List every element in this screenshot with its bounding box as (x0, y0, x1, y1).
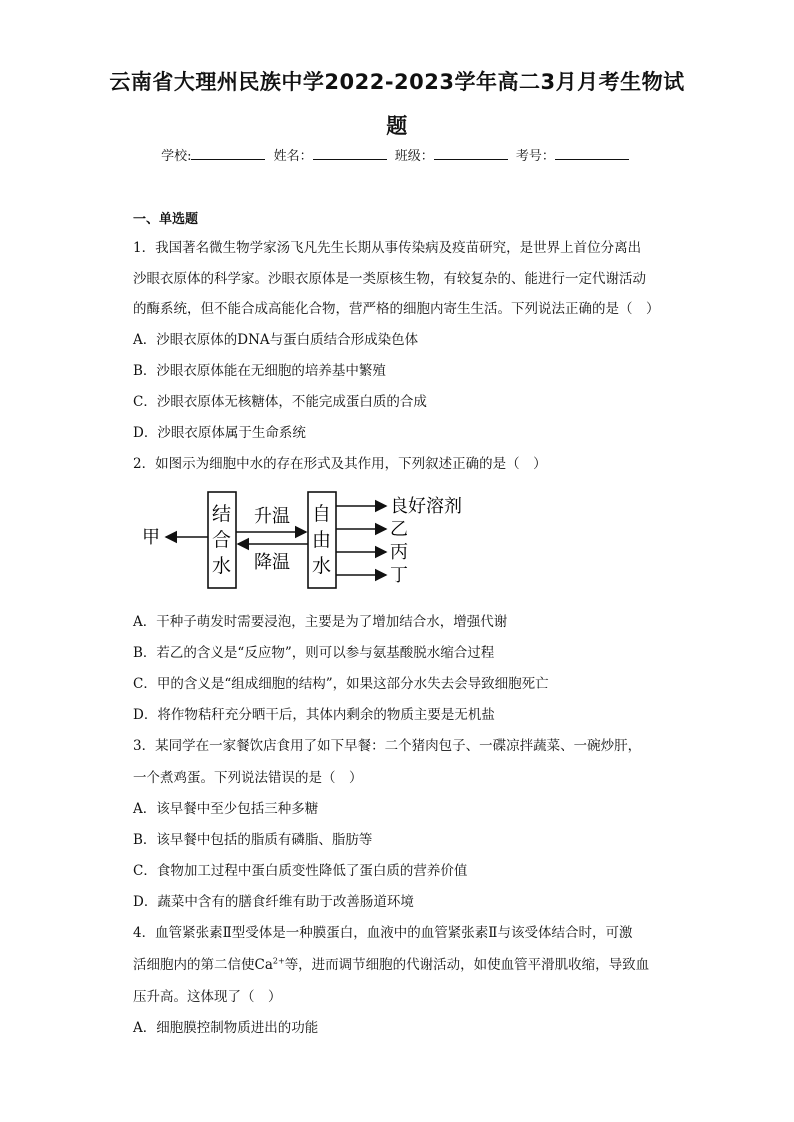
class-blank[interactable] (434, 147, 508, 160)
label-ding: 丁 (390, 565, 408, 586)
q1-option-a: A．沙眼衣原体的DNA与蛋白质结合形成染色体 (133, 332, 419, 348)
name-blank[interactable] (313, 147, 387, 160)
q4-line2-end: 等，进而调节细胞的代谢活动，如使血管平滑肌收缩，导致血 (284, 957, 650, 973)
label-good-solvent: 良好溶剂 (390, 496, 462, 517)
q4-stem-line2 (133, 953, 649, 973)
q1-option-c: C．沙眼衣原体无核糖体，不能完成蛋白质的合成 (133, 394, 427, 410)
bound-water-char2: 合 (212, 529, 232, 551)
q3-stem-line1: 3．某同学在一家餐饮店食用了如下早餐：二个猪肉包子、一碟凉拌蔬菜、一碗炒肝， (133, 738, 642, 754)
q4-line2-start: 活细胞内的第二信使Ca (133, 957, 273, 973)
q1-stem-line1: 1．我国著名微生物学家汤飞凡先生长期从事传染病及疫苗研究，是世界上首位分离出 (133, 240, 642, 256)
free-water-char1: 自 (312, 503, 332, 525)
q1-option-b: B．沙眼衣原体能在无细胞的培养基中繁殖 (133, 363, 386, 379)
q2-stem: 2．如图示为细胞中水的存在形式及其作用，下列叙述正确的是（ ） (133, 456, 547, 472)
calcium-charge: 2+ (272, 956, 285, 966)
label-cooling: 降温 (254, 552, 290, 573)
free-water-char3: 水 (312, 555, 332, 577)
page-title-continued: 题 (386, 114, 408, 138)
label-yi: 乙 (390, 519, 408, 540)
q1-stem-line3: 的酶系统，但不能合成高能化合物，营严格的细胞内寄生生活。下列说法正确的是（ ） (133, 301, 660, 317)
number-label: 考号： (515, 149, 555, 164)
q2-option-b: B．若乙的含义是“反应物”，则可以参与氨基酸脱水缩合过程 (133, 645, 495, 661)
q1-option-d: D．沙眼衣原体属于生命系统 (133, 425, 306, 441)
page-title: 云南省大理州民族中学2022-2023学年高二3月月考生物试 (109, 70, 685, 94)
water-forms-diagram (140, 486, 480, 594)
label-jia: 甲 (142, 527, 160, 548)
school-label: 学校: (161, 149, 192, 164)
label-heating: 升温 (254, 506, 290, 527)
q4-stem-line3: 压升高。这体现了（ ） (133, 989, 282, 1005)
q3-option-b: B．该早餐中包括的脂质有磷脂、脂肪等 (133, 832, 373, 848)
q4-stem-line1: 4．血管紧张素Ⅱ型受体是一种膜蛋白，血液中的血管紧张素Ⅱ与该受体结合时，可激 (133, 925, 633, 941)
q1-stem-line2: 沙眼衣原体的科学家。沙眼衣原体是一类原核生物，有较复杂的、能进行一定代谢活动 (133, 271, 646, 287)
free-water-char2: 由 (312, 529, 332, 551)
q3-option-d: D．蔬菜中含有的膳食纤维有助于改善肠道环境 (133, 894, 414, 910)
bound-water-char3: 水 (212, 555, 232, 577)
q3-option-a: A．该早餐中至少包括三种多糖 (133, 801, 319, 817)
label-bing: 丙 (390, 542, 408, 563)
section-heading: 一、单选题 (133, 212, 199, 227)
q2-option-a: A．干种子萌发时需要浸泡，主要是为了增加结合水，增强代谢 (133, 614, 508, 630)
q4-option-a: A．细胞膜控制物质进出的功能 (133, 1020, 319, 1036)
q2-option-c: C．甲的含义是“组成细胞的结构”，如果这部分水失去会导致细胞死亡 (133, 676, 549, 692)
school-blank[interactable] (191, 147, 265, 160)
name-label: 姓名： (273, 149, 313, 164)
class-label: 班级： (394, 149, 434, 164)
number-blank[interactable] (555, 147, 629, 160)
bound-water-char1: 结 (212, 503, 232, 525)
q3-option-c: C．食物加工过程中蛋白质变性降低了蛋白质的营养价值 (133, 863, 468, 879)
q2-option-d: D．将作物秸秆充分晒干后，其体内剩余的物质主要是无机盐 (133, 707, 495, 723)
student-info-row (0, 145, 794, 164)
q3-stem-line2: 一个煮鸡蛋。下列说法错误的是（ ） (133, 770, 363, 786)
